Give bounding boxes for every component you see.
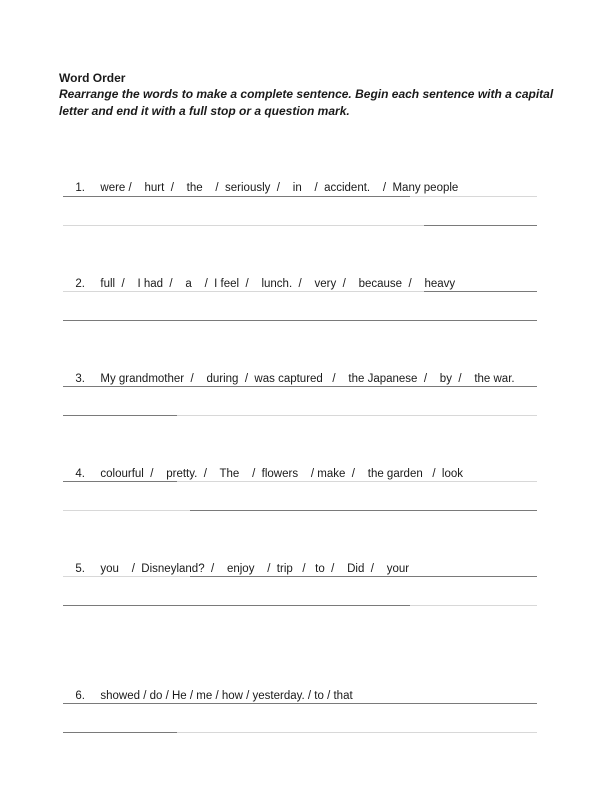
answer-line-5b[interactable] [63, 605, 537, 606]
question-words: full / I had / a / I feel / lunch. / very / because / heavy [100, 278, 456, 290]
question-words: were / hurt / the / seriously / in / accident. / Many people [100, 182, 459, 194]
question-1 [69, 167, 458, 195]
answer-line-2a[interactable] [63, 291, 537, 292]
question-4 [69, 453, 463, 481]
question-number: 3. [75, 373, 85, 385]
answer-line-4a[interactable] [63, 481, 537, 482]
answer-line-6a[interactable] [63, 703, 537, 704]
question-2 [69, 263, 455, 291]
question-words: My grandmother / during / was captured / the Japanese / by / the war. [100, 373, 515, 385]
question-3 [69, 358, 515, 386]
question-6 [69, 675, 353, 703]
question-number: 2. [75, 278, 85, 290]
question-number: 6. [75, 690, 85, 702]
answer-line-2b[interactable] [63, 320, 537, 321]
question-5 [69, 548, 409, 576]
question-words: showed / do / He / me / how / yesterday. / to / that [100, 690, 353, 702]
question-words: you / Disneyland? / enjoy / trip / to / Did / your [100, 563, 410, 575]
answer-line-3b[interactable] [63, 415, 537, 416]
instructions: Rearrange the words to make a complete sentence. Begin each sentence with a capital letter and end it with a full stop or a question mark. [59, 87, 554, 118]
answer-line-4b[interactable] [63, 510, 537, 511]
answer-line-1b[interactable] [63, 225, 537, 226]
answer-line-3a[interactable] [63, 386, 537, 387]
answer-line-6b[interactable] [63, 732, 537, 733]
worksheet-title: Word Order [59, 71, 126, 85]
answer-line-1a[interactable] [63, 196, 537, 197]
question-number: 4. [75, 468, 85, 480]
answer-line-5a[interactable] [63, 576, 537, 577]
question-number: 5. [75, 563, 85, 575]
question-words: colourful / pretty. / The / flowers / make / the garden / look [100, 468, 464, 480]
question-number: 1. [75, 182, 85, 194]
